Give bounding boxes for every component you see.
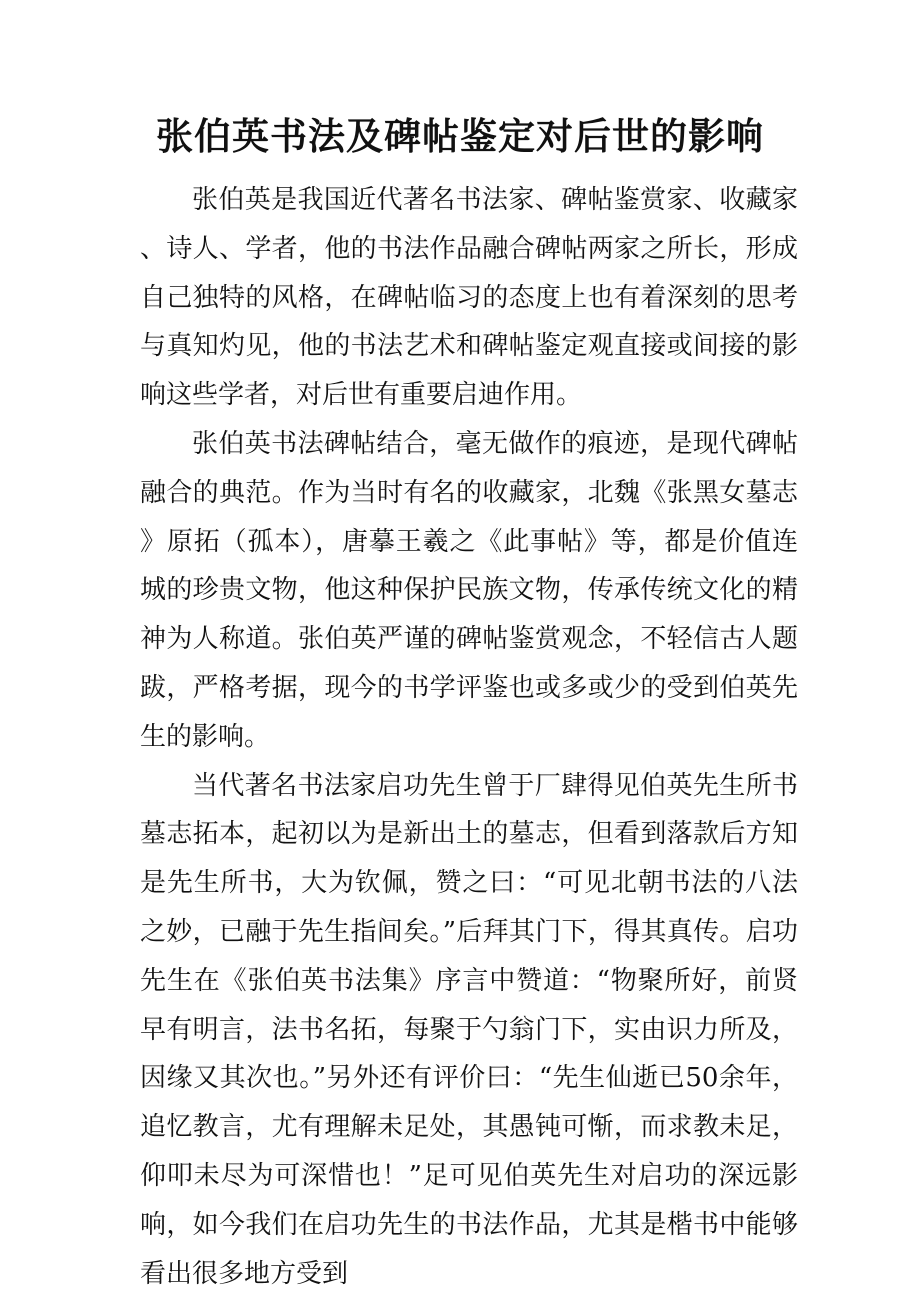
document-body — [140, 176, 798, 1298]
paragraph: 张伯英是我国近代著名书法家、碑帖鉴赏家、收藏家、诗人、学者，他的书法作品融合碑帖两家之所长，形成自己独特的风格，在碑帖临习的态度上也有着深刻的思考与真知灼见，他的书法艺术和碑帖鉴定观直接或间接的影响这些学者，对后世有重要启迪作用。 — [140, 185, 798, 411]
document-title: 张伯英书法及碑帖鉴定对后世的影响 — [156, 115, 764, 158]
paragraph: 张伯英书法碑帖结合，毫无做作的痕迹，是现代碑帖融合的典范。作为当时有名的收藏家，北魏《张黑女墓志》原拓（孤本），唐摹王羲之《此事帖》等，都是价值连城的珍贵文物，他这种保护民族文物，传承传统文化的精神为人称道。张伯英严谨的碑帖鉴赏观念，不轻信古人题跋，严格考据，现今的书学评鉴也或多或少的受到伯英先生的影响。 — [140, 428, 798, 752]
paragraph: 当代著名书法家启功先生曾于厂肆得见伯英先生所书墓志拓本，起初以为是新出土的墓志，但看到落款后方知是先生所书，大为钦佩，赞之曰：“可见北朝书法的八法之妙，已融于先生指间矣。”后拜其门下，得其真传。启功先生在《张伯英书法集》序言中赞道：“物聚所好，前贤早有明言，法书名拓，每聚于勺翁门下，实由识力所及，因缘又其次也。”另外还有评价曰：“先生仙逝已50余年，追忆教言，尤有理解未足处，其愚钝可惭，而求教未足，仰叩未尽为可深惜也！”足可见伯英先生对启功的深远影响，如今我们在启功先生的书法作品，尤其是楷书中能够看出很多地方受到 — [140, 770, 798, 1289]
